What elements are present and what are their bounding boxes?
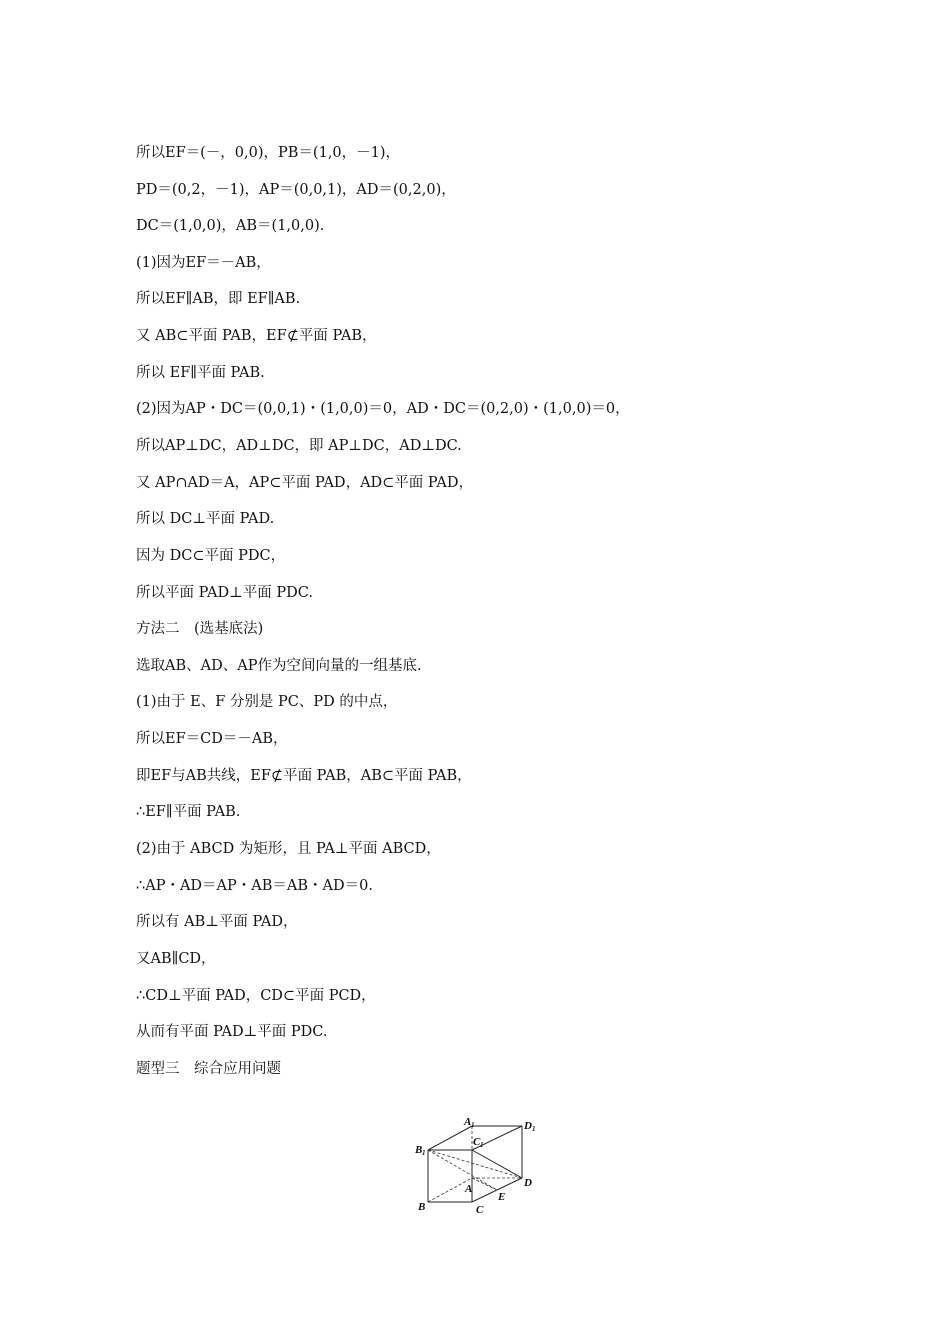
text-line: 选取AB、AD、AP作为空间向量的一组基底. [136,658,422,674]
label-A1-sub: 1 [471,1121,475,1129]
text-line: 所以平面 PAD⊥平面 PDC. [136,585,313,601]
text-line: (1)由于 E、F 分别是 PC、PD 的中点， [136,694,398,710]
text-line: 又AB∥CD， [136,951,216,967]
text-line: 所以EF＝(－，0,0)，PB＝(1,0，－1)， [136,145,401,161]
label-B1-sub: 1 [422,1149,426,1157]
label-C1-sub: 1 [480,1141,484,1149]
text-line: (2)由于 ABCD 为矩形，且 PA⊥平面 ABCD， [136,841,441,857]
text-line: 所以AP⊥DC，AD⊥DC，即 AP⊥DC，AD⊥DC. [136,438,462,454]
label-D: D [524,1177,532,1189]
label-A1: A [464,1116,472,1128]
text-line: 所以 EF∥平面 PAB. [136,365,265,381]
label-D1: D [524,1120,532,1132]
cube-figure [408,1112,548,1218]
segment-B1D [428,1150,522,1178]
label-C: C [476,1204,484,1216]
label-D1-sub: 1 [532,1125,536,1133]
text-line: (2)因为AP・DC＝(0,0,1)・(1,0,0)＝0，AD・DC＝(0,2,0)・(1,0,0)＝0， [136,401,630,417]
section-heading: 方法二 (选基底法) [136,621,264,637]
text-line: PD＝(0,2，－1)，AP＝(0,0,1)，AD＝(0,2,0)， [136,182,456,198]
label-B1: B [415,1144,423,1156]
text-line: 即EF与AB共线，EF⊄平面 PAB，AB⊂平面 PAB， [136,768,472,784]
label-E: E [498,1191,506,1203]
text-line: DC＝(1,0,0)，AB＝(1,0,0). [136,218,325,234]
label-C1: C [473,1136,481,1148]
label-A: A [465,1183,473,1195]
text-line: ∴CD⊥平面 PAD，CD⊂平面 PCD， [136,988,376,1004]
text-line: 所以有 AB⊥平面 PAD， [136,914,298,930]
text-line: 所以EF∥AB，即 EF∥AB. [136,291,301,307]
text-line: (1)因为EF＝－AB， [136,255,271,271]
text-line: 因为 DC⊂平面 PDC， [136,548,286,564]
text-line: ∴EF∥平面 PAB. [136,804,241,820]
text-line: 又 AB⊂平面 PAB，EF⊄平面 PAB， [136,328,377,344]
text-line: 又 AP∩AD＝A，AP⊂平面 PAD，AD⊂平面 PAD， [136,475,473,491]
text-line: 所以 DC⊥平面 PAD. [136,511,275,527]
section-heading: 题型三 综合应用问题 [136,1061,281,1077]
text-line: 从而有平面 PAD⊥平面 PDC. [136,1024,328,1040]
text-line: ∴AP・AD＝AP・AB＝AB・AD＝0. [136,878,373,894]
label-B: B [418,1201,426,1213]
segment-B1E [428,1150,497,1190]
diag-C1D [472,1150,522,1178]
text-line: 所以EF＝CD＝－AB， [136,731,288,747]
edge-B1A1 [428,1126,472,1150]
